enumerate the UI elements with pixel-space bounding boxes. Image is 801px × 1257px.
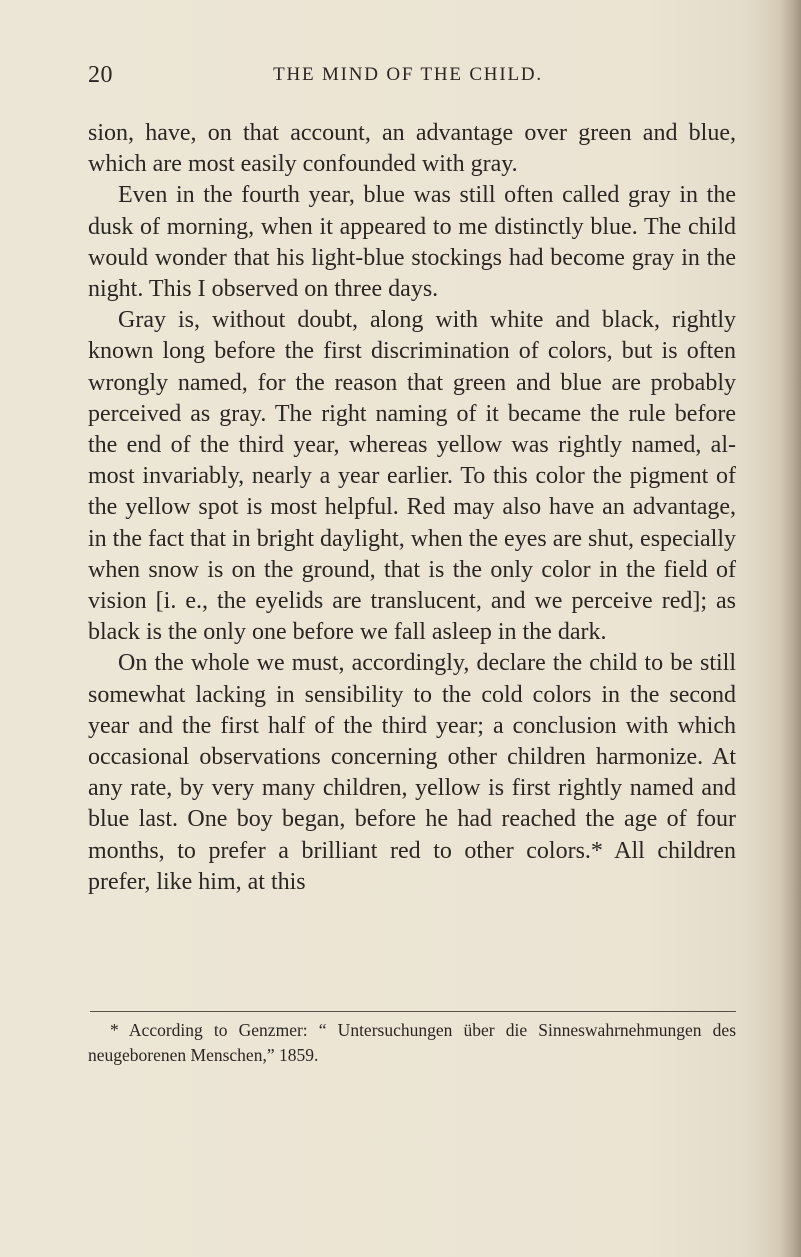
paragraph-continuation: sion, have, on that account, an advantage over green and blue, which are most easily confounded with gray.: [88, 120, 736, 178]
paragraph: On the whole we must, accordingly, declare the child to be still somewhat lacking in sensibility to the cold colors in the second year and the first half of the third year; a conclusion with which occasional observations concerning other children harmonize. At any rate, by very many children, yellow is first rightly named and blue last. One boy began, before he had reached the age of four months, to prefer a brilliant red to other colors.* All children prefer, like him, at this: [88, 650, 736, 895]
page-header: [88, 62, 728, 92]
footnote: [88, 1018, 736, 1068]
paragraph: Gray is, without doubt, along with white and black, rightly known long before the first discrimination of colors, but is often wrongly named, for the reason that green and blue are probably perceived as gray. The right naming of it became the rule before the end of the third year, whereas yellow was rightly named, almost invariably, nearly a year earlier. To this color the pigment of the yellow spot is most helpful. Red may also have an advantage, in the fact that in bright daylight, when the eyes are shut, especially when snow is on the ground, that is the only color in the field of vision [i. e., the eyelids are translucent, and we perceive red]; as black is the only one before we fall asleep in the dark.: [88, 307, 736, 646]
page-edge-shadow: [779, 0, 801, 1257]
paragraph: Even in the fourth year, blue was still often called gray in the dusk of morning, when it appeared to me distinctly blue. The child would wonder that his light-blue stockings had become gray in the night. This I observed on three days.: [88, 182, 736, 303]
footnote-rule: [90, 1011, 736, 1012]
body-text: [88, 118, 736, 898]
running-head: THE MIND OF THE CHILD.: [273, 64, 543, 85]
page-number: 20: [88, 62, 113, 88]
footnote-text: * According to Genzmer: “ Untersuchungen über die Sinneswahrnehmungen des neugeborenen Menschen,” 1859.: [88, 1020, 736, 1065]
